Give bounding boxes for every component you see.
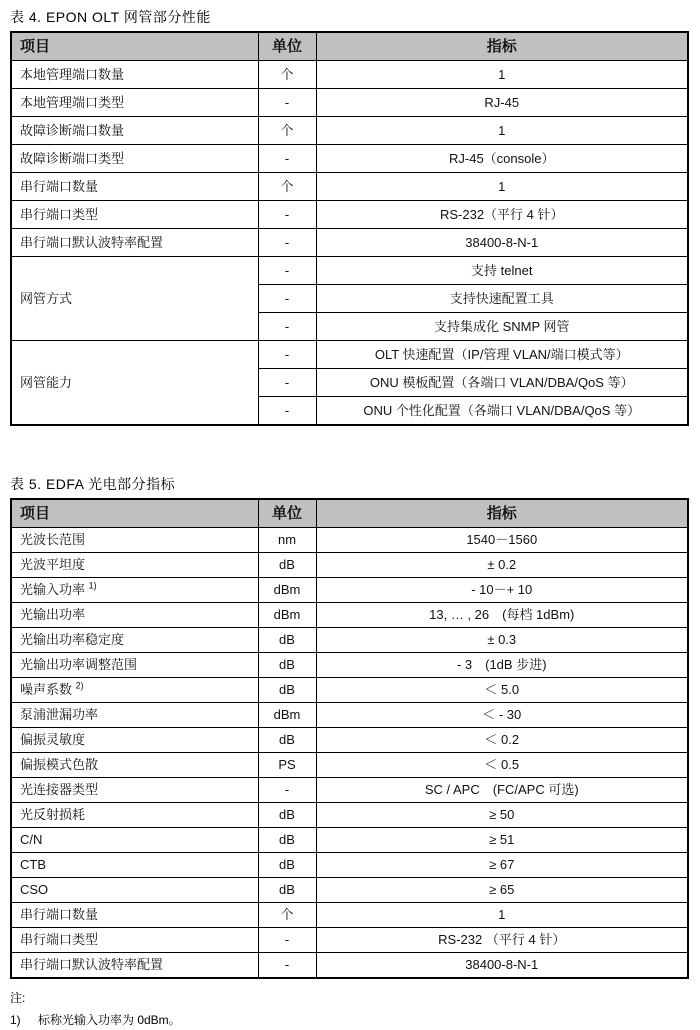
value-cell: ± 0.3: [316, 628, 688, 653]
table-row: [11, 878, 688, 903]
item-cell: 光输出功率稳定度: [11, 628, 258, 653]
table-row: [11, 603, 688, 628]
footnote-number: 1): [10, 1013, 21, 1027]
unit-cell: dB: [258, 828, 316, 853]
value-cell: 支持 telnet: [316, 257, 688, 285]
value-cell: ＜ 0.2: [316, 728, 688, 753]
item-cell: 串行端口数量: [11, 173, 258, 201]
table-edfa-specs: [10, 498, 689, 979]
table-row: [11, 341, 688, 369]
unit-cell: dB: [258, 803, 316, 828]
unit-cell: -: [258, 229, 316, 257]
item-cell: 光波平坦度: [11, 553, 258, 578]
table4-title: 表 4. EPON OLT 网管部分性能: [10, 9, 211, 25]
table-row: [11, 201, 688, 229]
table-row: [11, 89, 688, 117]
unit-cell: dB: [258, 653, 316, 678]
item-cell: C/N: [11, 828, 258, 853]
table-row: [11, 229, 688, 257]
unit-cell: 个: [258, 61, 316, 89]
item-cell: 网管能力: [11, 341, 258, 426]
item-cell: 故障诊断端口类型: [11, 145, 258, 173]
item-cell: 光反射损耗: [11, 803, 258, 828]
table-row: [11, 953, 688, 979]
footnote-text: 标称光输入功率为 0dBm。: [38, 1013, 181, 1027]
unit-cell: dB: [258, 628, 316, 653]
header-spec: 指标: [316, 32, 688, 61]
header-unit: 单位: [258, 499, 316, 528]
table5-title: 表 5. EDFA 光电部分指标: [10, 476, 176, 492]
value-cell: 38400-8-N-1: [316, 953, 688, 979]
table-row: [11, 553, 688, 578]
footnote-1: [10, 1010, 687, 1030]
unit-cell: 个: [258, 903, 316, 928]
table-row: [11, 678, 688, 703]
item-cell: 光输出功率: [11, 603, 258, 628]
table-row: [11, 628, 688, 653]
unit-cell: dB: [258, 728, 316, 753]
unit-cell: -: [258, 257, 316, 285]
value-cell: 1: [316, 117, 688, 145]
item-cell: CSO: [11, 878, 258, 903]
table-row: [11, 703, 688, 728]
item-cell: 泵浦泄漏功率: [11, 703, 258, 728]
value-cell: - 3 (1dB 步进): [316, 653, 688, 678]
value-cell: 支持快速配置工具: [316, 285, 688, 313]
value-cell: RJ-45（console）: [316, 145, 688, 173]
table-epon-olt-performance: [10, 31, 689, 426]
value-cell: ONU 个性化配置（各端口 VLAN/DBA/QoS 等）: [316, 397, 688, 426]
unit-cell: -: [258, 953, 316, 979]
unit-cell: -: [258, 369, 316, 397]
unit-cell: -: [258, 341, 316, 369]
value-cell: SC / APC (FC/APC 可选): [316, 778, 688, 803]
table-row: [11, 853, 688, 878]
item-cell: 本地管理端口类型: [11, 89, 258, 117]
unit-cell: -: [258, 89, 316, 117]
table-row: [11, 803, 688, 828]
table-row: [11, 145, 688, 173]
table-row: [11, 828, 688, 853]
value-cell: ≥ 50: [316, 803, 688, 828]
value-cell: ＜ 5.0: [316, 678, 688, 703]
unit-cell: -: [258, 313, 316, 341]
unit-cell: -: [258, 285, 316, 313]
item-cell: 故障诊断端口数量: [11, 117, 258, 145]
item-cell: 光输出功率调整范围: [11, 653, 258, 678]
table-row: [11, 257, 688, 285]
unit-cell: -: [258, 145, 316, 173]
unit-cell: -: [258, 778, 316, 803]
item-cell: CTB: [11, 853, 258, 878]
value-cell: RJ-45: [316, 89, 688, 117]
value-cell: ≥ 67: [316, 853, 688, 878]
unit-cell: PS: [258, 753, 316, 778]
item-cell: 串行端口默认波特率配置: [11, 229, 258, 257]
value-cell: ＜ - 30: [316, 703, 688, 728]
value-cell: RS-232（平行 4 针）: [316, 201, 688, 229]
footnotes: [10, 988, 687, 1030]
value-cell: ≥ 51: [316, 828, 688, 853]
table-row: [11, 778, 688, 803]
header-item: 项目: [11, 499, 258, 528]
value-cell: 1: [316, 61, 688, 89]
table-header-row: [11, 499, 688, 528]
table-header-row: [11, 32, 688, 61]
header-unit: 单位: [258, 32, 316, 61]
item-cell: 偏振灵敏度: [11, 728, 258, 753]
value-cell: 13, … , 26 (每档 1dBm): [316, 603, 688, 628]
unit-cell: 个: [258, 173, 316, 201]
item-cell: 光波长范围: [11, 528, 258, 553]
item-cell: 本地管理端口数量: [11, 61, 258, 89]
table-row: [11, 653, 688, 678]
item-cell: 串行端口类型: [11, 201, 258, 229]
notes-label: 注:: [10, 991, 26, 1005]
table-row: [11, 117, 688, 145]
table-row: [11, 903, 688, 928]
unit-cell: nm: [258, 528, 316, 553]
unit-cell: dB: [258, 878, 316, 903]
unit-cell: -: [258, 928, 316, 953]
unit-cell: 个: [258, 117, 316, 145]
value-cell: - 10－+ 10: [316, 578, 688, 603]
unit-cell: dBm: [258, 578, 316, 603]
footnote-marker: 2): [75, 680, 84, 691]
table-row: [11, 528, 688, 553]
table-row: [11, 753, 688, 778]
table-row: [11, 61, 688, 89]
header-item: 项目: [11, 32, 258, 61]
unit-cell: dB: [258, 553, 316, 578]
footnote-marker: 1): [88, 580, 97, 591]
value-cell: RS-232 （平行 4 针）: [316, 928, 688, 953]
header-spec: 指标: [316, 499, 688, 528]
item-cell: 光输入功率 $^{1)}$: [11, 578, 258, 603]
value-cell: ≥ 65: [316, 878, 688, 903]
item-cell: 串行端口类型: [11, 928, 258, 953]
table-row: [11, 728, 688, 753]
unit-cell: dBm: [258, 603, 316, 628]
unit-cell: -: [258, 397, 316, 426]
item-cell: 光连接器类型: [11, 778, 258, 803]
value-cell: 支持集成化 SNMP 网管: [316, 313, 688, 341]
value-cell: ＜ 0.5: [316, 753, 688, 778]
value-cell: ONU 模板配置（各端口 VLAN/DBA/QoS 等）: [316, 369, 688, 397]
item-cell: 串行端口默认波特率配置: [11, 953, 258, 979]
item-cell: 串行端口数量: [11, 903, 258, 928]
unit-cell: dBm: [258, 703, 316, 728]
value-cell: OLT 快速配置（IP/管理 VLAN/端口模式等）: [316, 341, 688, 369]
item-cell: 噪声系数 $^{2)}$: [11, 678, 258, 703]
unit-cell: dB: [258, 678, 316, 703]
table-row: [11, 928, 688, 953]
value-cell: 1: [316, 173, 688, 201]
table-row: [11, 173, 688, 201]
value-cell: ± 0.2: [316, 553, 688, 578]
unit-cell: -: [258, 201, 316, 229]
item-cell: 网管方式: [11, 257, 258, 341]
item-cell: 偏振模式色散: [11, 753, 258, 778]
value-cell: 1: [316, 903, 688, 928]
value-cell: 1540－1560: [316, 528, 688, 553]
unit-cell: dB: [258, 853, 316, 878]
value-cell: 38400-8-N-1: [316, 229, 688, 257]
table-row: [11, 578, 688, 603]
